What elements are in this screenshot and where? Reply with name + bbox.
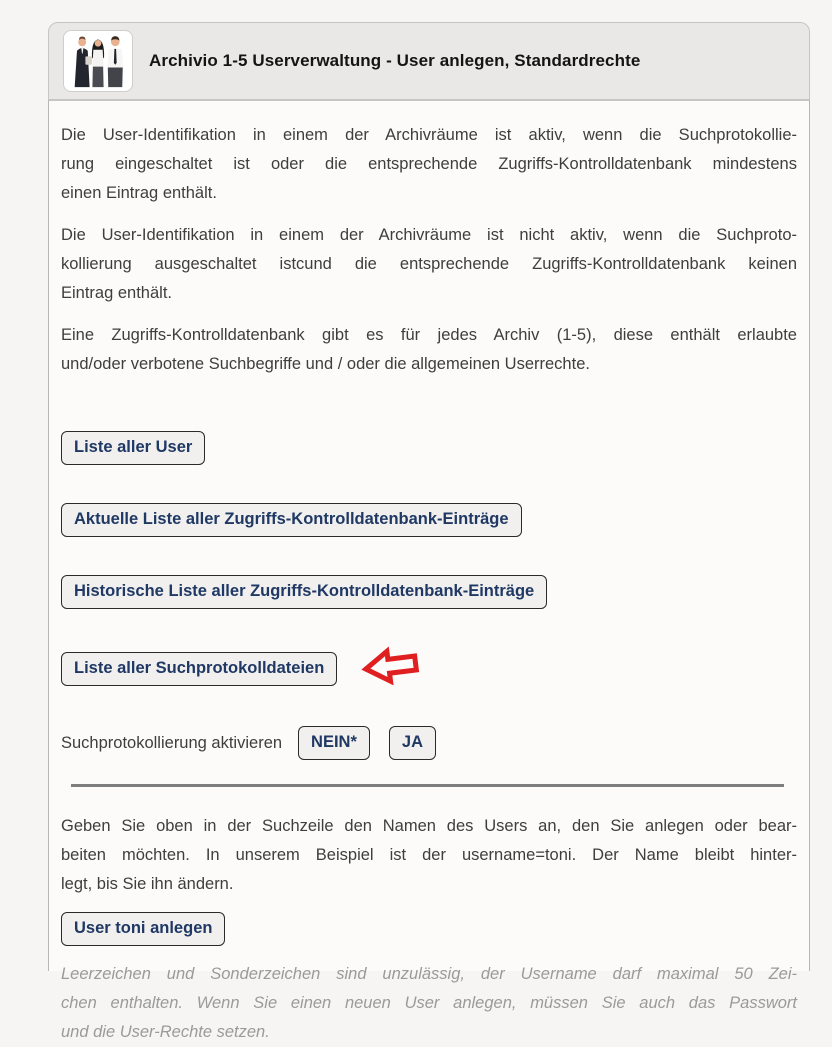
historic-acl-list-button[interactable]: Historische Liste aller Zugriffs-Kontrolldatenbank-Einträge bbox=[61, 575, 547, 609]
logging-no-button[interactable]: NEIN* bbox=[298, 726, 370, 760]
userverwaltung-panel bbox=[48, 22, 810, 1041]
list-all-users-button[interactable]: Liste aller User bbox=[61, 431, 205, 465]
section-divider bbox=[71, 784, 784, 787]
logging-yes-button[interactable]: JA bbox=[389, 726, 436, 760]
business-people-image bbox=[63, 30, 133, 92]
panel-header bbox=[48, 22, 810, 100]
logging-toggle-label: Suchprotokollierung aktivieren bbox=[61, 733, 283, 752]
panel-content bbox=[48, 100, 810, 1041]
intro-paragraph-2: Die User-Identifikation in einem der Archivräume ist nicht aktiv, wenn die Suchproto- kollierung ausgeschaltet istcund die entsprechende Zugriffs-Kontrolldatenbank keinen Eintrag enthält. bbox=[61, 226, 797, 302]
intro-paragraph-1: Die User-Identifikation in einem der Archivräume ist aktiv, wenn die Suchprotokollie- rung eingeschaltet ist oder die entsprechende Zugriffs-Kontrolldatenbank mindestens einen Eintrag enthält. bbox=[61, 126, 797, 202]
username-instructions-paragraph: Geben Sie oben in der Suchzeile den Namen des Users an, den Sie anlegen oder bear- beiten möchten. In unserem Beispiel ist der username=toni. Der Name bleibt hinter- legt, bis Sie ihn ändern. bbox=[61, 817, 797, 893]
business-people-illustration bbox=[66, 33, 130, 89]
search-log-files-button[interactable]: Liste aller Suchprotokolldateien bbox=[61, 652, 337, 686]
red-arrow-left-icon bbox=[359, 644, 422, 694]
logging-toggle-row bbox=[61, 726, 797, 760]
create-user-toni-button[interactable]: User toni anlegen bbox=[61, 912, 225, 946]
current-acl-list-button[interactable]: Aktuelle Liste aller Zugriffs-Kontrolldatenbank-Einträge bbox=[61, 503, 522, 537]
username-rules-note: Leerzeichen und Sonderzeichen sind unzulässig, der Username darf maximal 50 Zei- chen enthalten. Wenn Sie einen neuen User anlegen, müssen Sie auch das Passwort und die User-Rechte setzen. bbox=[61, 965, 797, 1041]
intro-paragraph-3: Eine Zugriffs-Kontrolldatenbank gibt es für jedes Archiv (1-5), diese enthält erlaubte und/oder verbotene Suchbegriffe und / oder die allgemeinen Userrechte. bbox=[61, 326, 797, 373]
page-title: Archivio 1-5 Userverwaltung - User anlegen, Standardrechte bbox=[149, 51, 641, 70]
